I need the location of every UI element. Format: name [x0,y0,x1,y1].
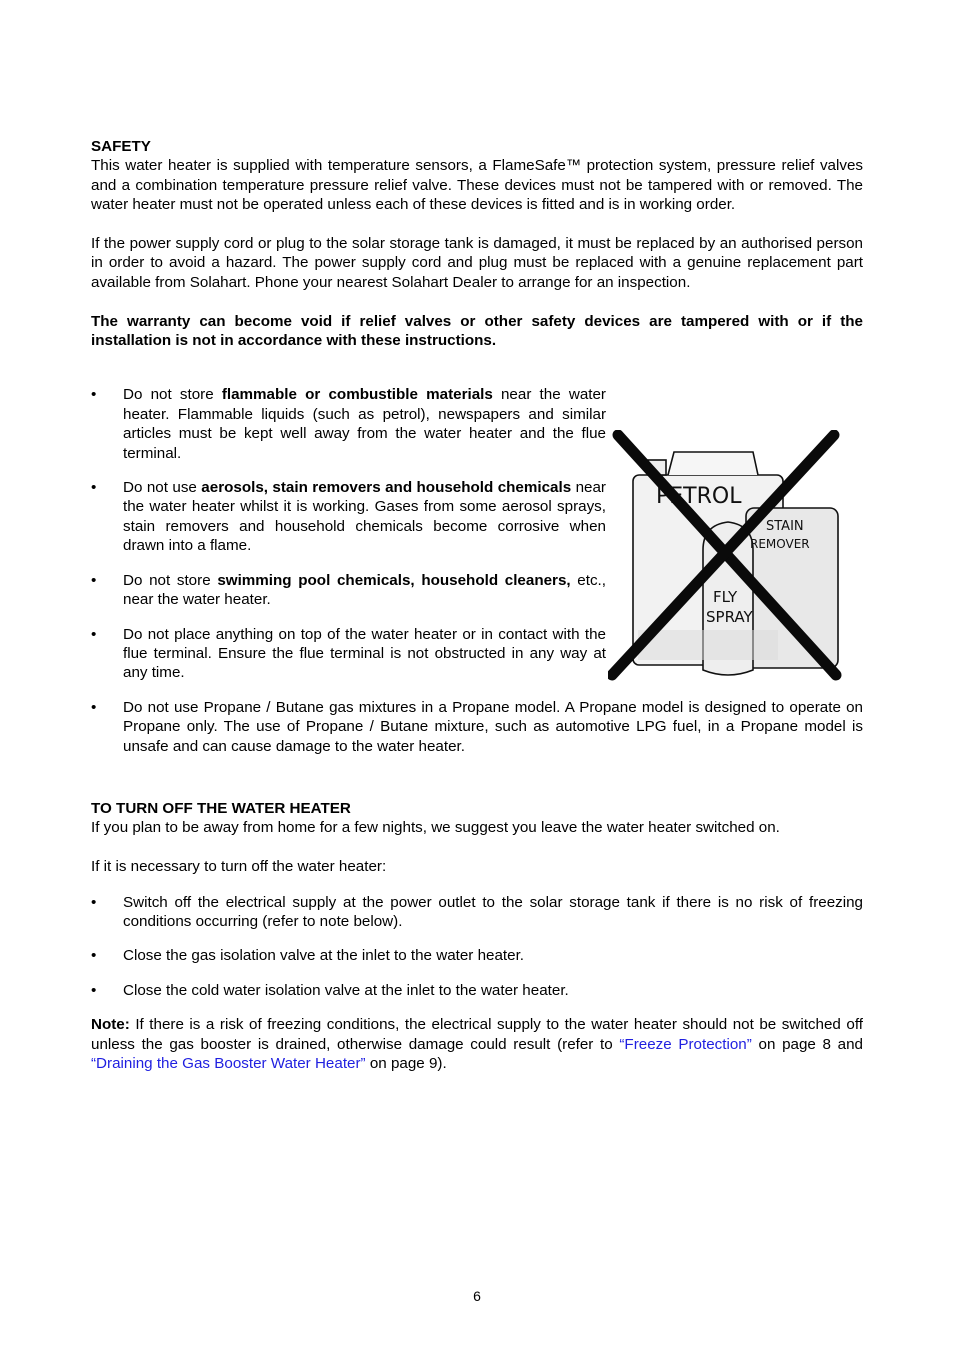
remover-label: REMOVER [750,537,810,551]
turn-off-steps [91,893,863,1001]
page-content [91,137,863,1073]
warranty-warning: The warranty can become void if relief valves or other safety devices are tampered with or if the installation is not in accordance with these instructions. [91,312,863,350]
spray-label: SPRAY [706,608,753,626]
fly-label: FLY [713,588,738,606]
list-item: • Close the gas isolation valve at the inlet to the water heater. [91,947,525,965]
list-item: • Switch off the electrical supply at the power outlet to the solar storage tank if there is no risk of freezing conditions occurring (refer to note below). [91,893,863,930]
page-number: 6 [473,1288,481,1304]
list-item: • Do not use Propane / Butane gas mixtures in a Propane model. A Propane model is designed to operate on Propane only. The use of Propane / Butane mixture, such as automotive LPG fuel, in a Propane model is unsafe and can cause damage to the water heater. [91,698,863,755]
list-item: • Do not place anything on top of the water heater or in contact with the flue terminal. Ensure the flue terminal is not obstructed in any way at any time. [91,625,606,682]
list-item: • Do not store flammable or combustible materials near the water heater. Flammable liquids (such as petrol), newspapers and similar articles must be kept well away from the water heater and the flue terminal. [91,386,606,462]
list-item: • Close the cold water isolation valve at the inlet to the water heater. [91,981,569,999]
note-paragraph: Note: If there is a risk of freezing conditions, the electrical supply to the water heater should not be switched off unless the gas booster is drained, otherwise damage could result (refer to “Freeze Protection” on page 8 and “Draining the Gas Booster Water Heater” on page 9). [91,1016,863,1072]
freeze-protection-link[interactable]: “Freeze Protection” [619,1035,752,1053]
list-item: • Do not use aerosols, stain removers and household chemicals near the water heater whilst it is working. Gases from some aerosol sprays, stain removers and household chemicals become corrosive when drawn into a flame. [91,479,606,555]
draining-gas-booster-link[interactable]: “Draining the Gas Booster Water Heater” [91,1054,366,1072]
turn-off-heading: TO TURN OFF THE WATER HEATER [91,799,351,817]
stain-label: STAIN [766,519,804,534]
prohibited-chemicals-illustration [608,430,853,688]
safety-paragraph-2: If the power supply cord or plug to the solar storage tank is damaged, it must be replaced by an authorised person in order to avoid a hazard. The power supply cord and plug must be replaced with a genuine replacement part available from Solahart. Phone your nearest Solahart Dealer to arrange for an inspection. [91,235,863,291]
safety-paragraph-1: This water heater is supplied with temperature sensors, a FlameSafe™ protection system, pressure relief valves and a combination temperature pressure relief valve. These devices must not be tampered with or removed. The water heater must not be operated unless each of these devices is fitted and is in working order. [91,157,863,214]
list-item: • Do not store swimming pool chemicals, household cleaners, etc., near the water heater. [91,571,606,609]
turn-off-paragraph-2: If it is necessary to turn off the water heater: [91,858,387,876]
safety-heading: SAFETY [91,138,151,155]
petrol-label: PETROL [656,484,742,509]
turn-off-paragraph-1: If you plan to be away from home for a few nights, we suggest you leave the water heater switched on. [91,819,780,837]
